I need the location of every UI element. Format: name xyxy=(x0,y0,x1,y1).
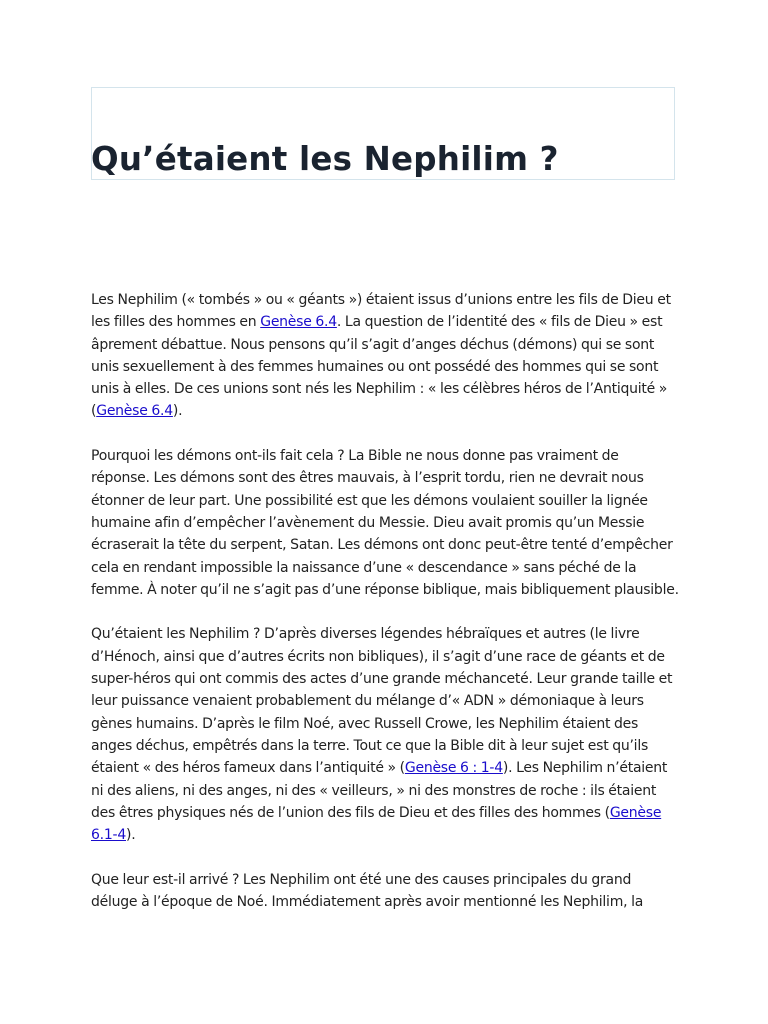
paragraph-2: Pourquoi les démons ont-ils fait cela ? La Bible ne nous donne pas vraiment de réponse. Les démons sont des êtres mauvais, à l’esprit tordu, rien ne devrait nous étonner de leur part. Une possibilité est que les démons voulaient souiller la lignée humaine afin d’empêcher l’avènement du Messie. Dieu avait promis qu’un Messie écraserait la tête du serpent, Satan. Les démons ont donc peut-être tenté d’empêcher cela en rendant impossible la naissance d’une « descendance » sans péché de la femme. À noter qu’il ne s’agit pas d’une réponse biblique, mais bibliquement plausible. xyxy=(91,448,679,598)
paragraph-1-text-c: ). xyxy=(172,403,183,420)
page-title: Qu’étaient les Nephilim ? xyxy=(91,140,559,178)
article-body xyxy=(91,289,681,936)
paragraph-3-text-b: ). Les Nephilim n’étaient ni des aliens, ni des anges, ni des « veilleurs, » ni des monstres de roche : ils étaient des êtres physiques nés de l’union des fils de Dieu et des filles des hommes ( xyxy=(91,760,668,821)
paragraph-3-text-a: Qu’étaient les Nephilim ? D’après diverses légendes hébraïques et autres (le livre d’Hénoch, ainsi que d’autres écrits non bibliques), il s’agit d’une race de géants et de super-héros qui ont commis des actes d’une grande méchanceté. Leur grande taille et leur puissance venaient probablement du mélange d’« ADN » démoniaque à leurs gènes humains. D’après le film Noé, avec Russell Crowe, les Nephilim étaient des anges déchus, empêtrés dans la terre. Tout ce que la Bible dit à leur sujet est qu’ils étaient « des héros fameux dans l’antiquité » ( xyxy=(91,626,673,777)
paragraph-1 xyxy=(91,289,681,423)
paragraph-1-text-a: Les Nephilim (« tombés » ou « géants ») étaient issus d’unions entre les fils de Dieu et les filles des hommes en xyxy=(91,292,671,331)
link-genese-6-1-4[interactable]: Genèse 6 : 1-4 xyxy=(404,760,503,777)
paragraph-4: Que leur est-il arrivé ? Les Nephilim ont été une des causes principales du grand déluge à l’époque de Noé. Immédiatement après avoir mentionné les Nephilim, la xyxy=(91,871,644,911)
paragraph-1-text-b: . La question de l’identité des « fils de Dieu » est âprement débattue. Nous pensons qu’il s’agit d’anges déchus (démons) qui se sont unis sexuellement à des femmes humaines ou ont possédé des hommes qui se sont unis à elles. De ces unions sont nés les Nephilim : « les célèbres héros de l’Antiquité » ( xyxy=(91,314,668,420)
paragraph-3-text-c: ). xyxy=(125,827,136,844)
link-genese-6-4-second[interactable]: Genèse 6.4 xyxy=(96,403,173,420)
link-genese-6-1-4-second[interactable]: Genèse 6.1-4 xyxy=(91,804,662,844)
paragraph-3 xyxy=(91,623,681,846)
link-genese-6-4[interactable]: Genèse 6.4 xyxy=(260,314,337,331)
